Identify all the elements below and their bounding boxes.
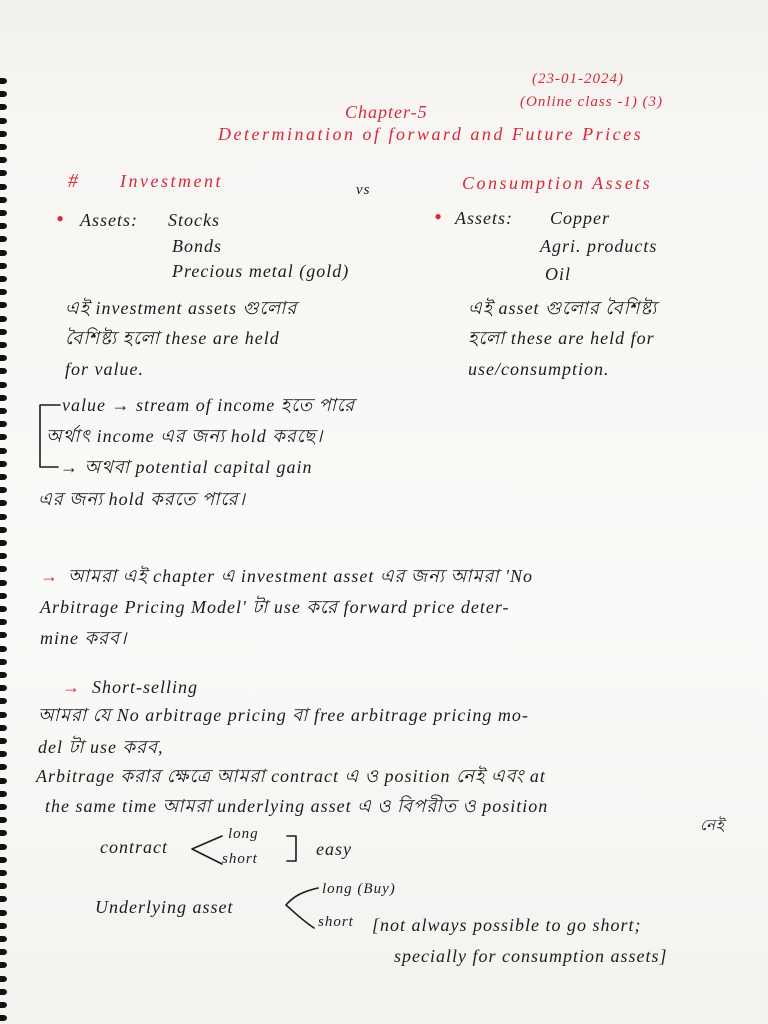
spiral-hole [0, 685, 7, 691]
value-note-line: value → stream of income হতে পারে [62, 395, 356, 415]
value-note-line: → অথবা potential capital gain [60, 457, 313, 477]
spiral-hole [0, 778, 7, 784]
consumption-bullet: • [434, 204, 443, 229]
spiral-hole [0, 461, 7, 467]
consumption-item: Copper [550, 208, 610, 228]
spiral-hole [0, 223, 7, 229]
spiral-hole [0, 157, 7, 163]
spiral-hole [0, 170, 7, 176]
spiral-hole [0, 421, 7, 427]
spiral-hole [0, 316, 7, 322]
spiral-hole [0, 210, 7, 216]
spiral-hole [0, 817, 7, 823]
spiral-hole [0, 1015, 7, 1021]
spiral-hole [0, 896, 7, 902]
consumption-heading: Consumption Assets [462, 173, 653, 193]
investment-bullet: • [56, 206, 65, 231]
investment-note-line: এই investment assets গুলোর [65, 298, 298, 318]
consumption-assets-label: Assets: [455, 208, 513, 228]
contract-label: contract [100, 837, 168, 857]
chapter-label: Chapter-5 [345, 102, 428, 122]
contract-option: long [228, 826, 259, 842]
spiral-hole [0, 355, 7, 361]
spiral-hole [0, 434, 7, 440]
underlying-option: long (Buy) [322, 881, 396, 897]
spiral-hole [0, 910, 7, 916]
chapter-note-line: Arbitrage Pricing Model' টা use করে forward price deter- [40, 597, 510, 617]
spiral-hole [0, 632, 7, 638]
spiral-hole [0, 131, 7, 137]
spiral-hole [0, 487, 7, 493]
spiral-hole [0, 593, 7, 599]
spiral-hole [0, 448, 7, 454]
short-selling-line: Arbitrage করার ক্ষেত্রে আমরা contract এ ও position নেই এবং at [36, 766, 546, 786]
chapter-note-line: আমরা এই chapter এ investment asset এর জন্য আমরা 'No [68, 566, 533, 586]
investment-heading: Investment [120, 171, 223, 191]
spiral-hole [0, 78, 7, 84]
spiral-hole [0, 738, 7, 744]
short-selling-line: আমরা যে No arbitrage pricing বা free arbitrage pricing mo- [38, 705, 529, 725]
short-selling-line: the same time আমরা underlying asset এ ও বিপরীত ও position [45, 796, 549, 816]
chapter-note-line: mine করব। [40, 628, 128, 648]
value-note-line: অর্থাৎ income এর জন্য hold করছে। [46, 426, 324, 446]
consumption-note-line: হলো these are held for [468, 328, 655, 348]
spiral-hole [0, 289, 7, 295]
spiral-hole [0, 659, 7, 665]
spiral-hole [0, 870, 7, 876]
spiral-hole [0, 118, 7, 124]
spiral-hole [0, 646, 7, 652]
contract-note: easy [316, 839, 352, 859]
investment-item: Precious metal (gold) [172, 261, 350, 281]
spiral-hole [0, 844, 7, 850]
underlying-note-line: [not always possible to go short; [372, 915, 642, 935]
contract-bracket [287, 836, 296, 861]
hash-mark: # [68, 170, 79, 192]
short-selling-line-end: নেই [700, 818, 725, 834]
spiral-hole [0, 91, 7, 97]
short-selling-heading: Short-selling [92, 677, 198, 697]
spiral-hole [0, 514, 7, 520]
consumption-item: Agri. products [540, 236, 658, 256]
spiral-hole [0, 197, 7, 203]
spiral-hole [0, 725, 7, 731]
chapter-title: Determination of forward and Future Prices [218, 124, 644, 144]
spiral-hole [0, 949, 7, 955]
short-selling-line: del টা use করব, [38, 737, 164, 757]
underlying-branch [286, 888, 318, 928]
spiral-hole [0, 302, 7, 308]
underlying-asset-label: Underlying asset [95, 897, 234, 917]
spiral-hole [0, 263, 7, 269]
spiral-hole [0, 250, 7, 256]
spiral-hole [0, 395, 7, 401]
spiral-hole [0, 962, 7, 968]
spiral-hole [0, 540, 7, 546]
spiral-hole [0, 382, 7, 388]
spiral-hole [0, 104, 7, 110]
investment-item: Bonds [172, 236, 222, 256]
investment-assets-label: Assets: [80, 210, 138, 230]
spiral-hole [0, 500, 7, 506]
investment-note-line: for value. [65, 359, 144, 379]
spiral-hole [0, 923, 7, 929]
spiral-hole [0, 553, 7, 559]
spiral-hole [0, 236, 7, 242]
investment-item: Stocks [168, 210, 220, 230]
spiral-hole [0, 791, 7, 797]
value-note-line: এর জন্য hold করতে পারে। [38, 489, 246, 509]
spiral-hole [0, 276, 7, 282]
consumption-item: Oil [545, 264, 572, 284]
spiral-hole [0, 936, 7, 942]
underlying-note-line: specially for consumption assets] [394, 946, 668, 966]
spiral-hole [0, 1002, 7, 1008]
spiral-hole [0, 751, 7, 757]
consumption-note-line: এই asset গুলোর বৈশিষ্ট্য [468, 298, 658, 318]
spiral-hole [0, 712, 7, 718]
spiral-hole [0, 527, 7, 533]
spiral-hole [0, 764, 7, 770]
spiral-hole [0, 580, 7, 586]
contract-branch [192, 836, 222, 864]
spiral-hole [0, 619, 7, 625]
spiral-hole [0, 184, 7, 190]
underlying-option: short [318, 914, 354, 930]
spiral-hole [0, 804, 7, 810]
versus-label: vs [356, 182, 371, 198]
spiral-hole [0, 830, 7, 836]
arrow-icon: → [40, 566, 59, 586]
class-info-label: (Online class -1) (3) [520, 94, 664, 110]
spiral-hole [0, 329, 7, 335]
date-label: (23-01-2024) [532, 71, 624, 87]
spiral-hole [0, 566, 7, 572]
spiral-hole [0, 606, 7, 612]
spiral-hole [0, 474, 7, 480]
spiral-hole [0, 989, 7, 995]
spiral-hole [0, 857, 7, 863]
spiral-hole [0, 883, 7, 889]
spiral-hole [0, 698, 7, 704]
spiral-hole [0, 408, 7, 414]
investment-note-line: বৈশিষ্ট্য হলো these are held [65, 328, 280, 348]
arrow-icon: → [62, 677, 81, 697]
spiral-hole [0, 368, 7, 374]
spiral-hole [0, 976, 7, 982]
consumption-note-line: use/consumption. [468, 359, 610, 379]
spiral-hole [0, 144, 7, 150]
contract-option: short [222, 851, 258, 867]
spiral-hole [0, 342, 7, 348]
spiral-hole [0, 672, 7, 678]
